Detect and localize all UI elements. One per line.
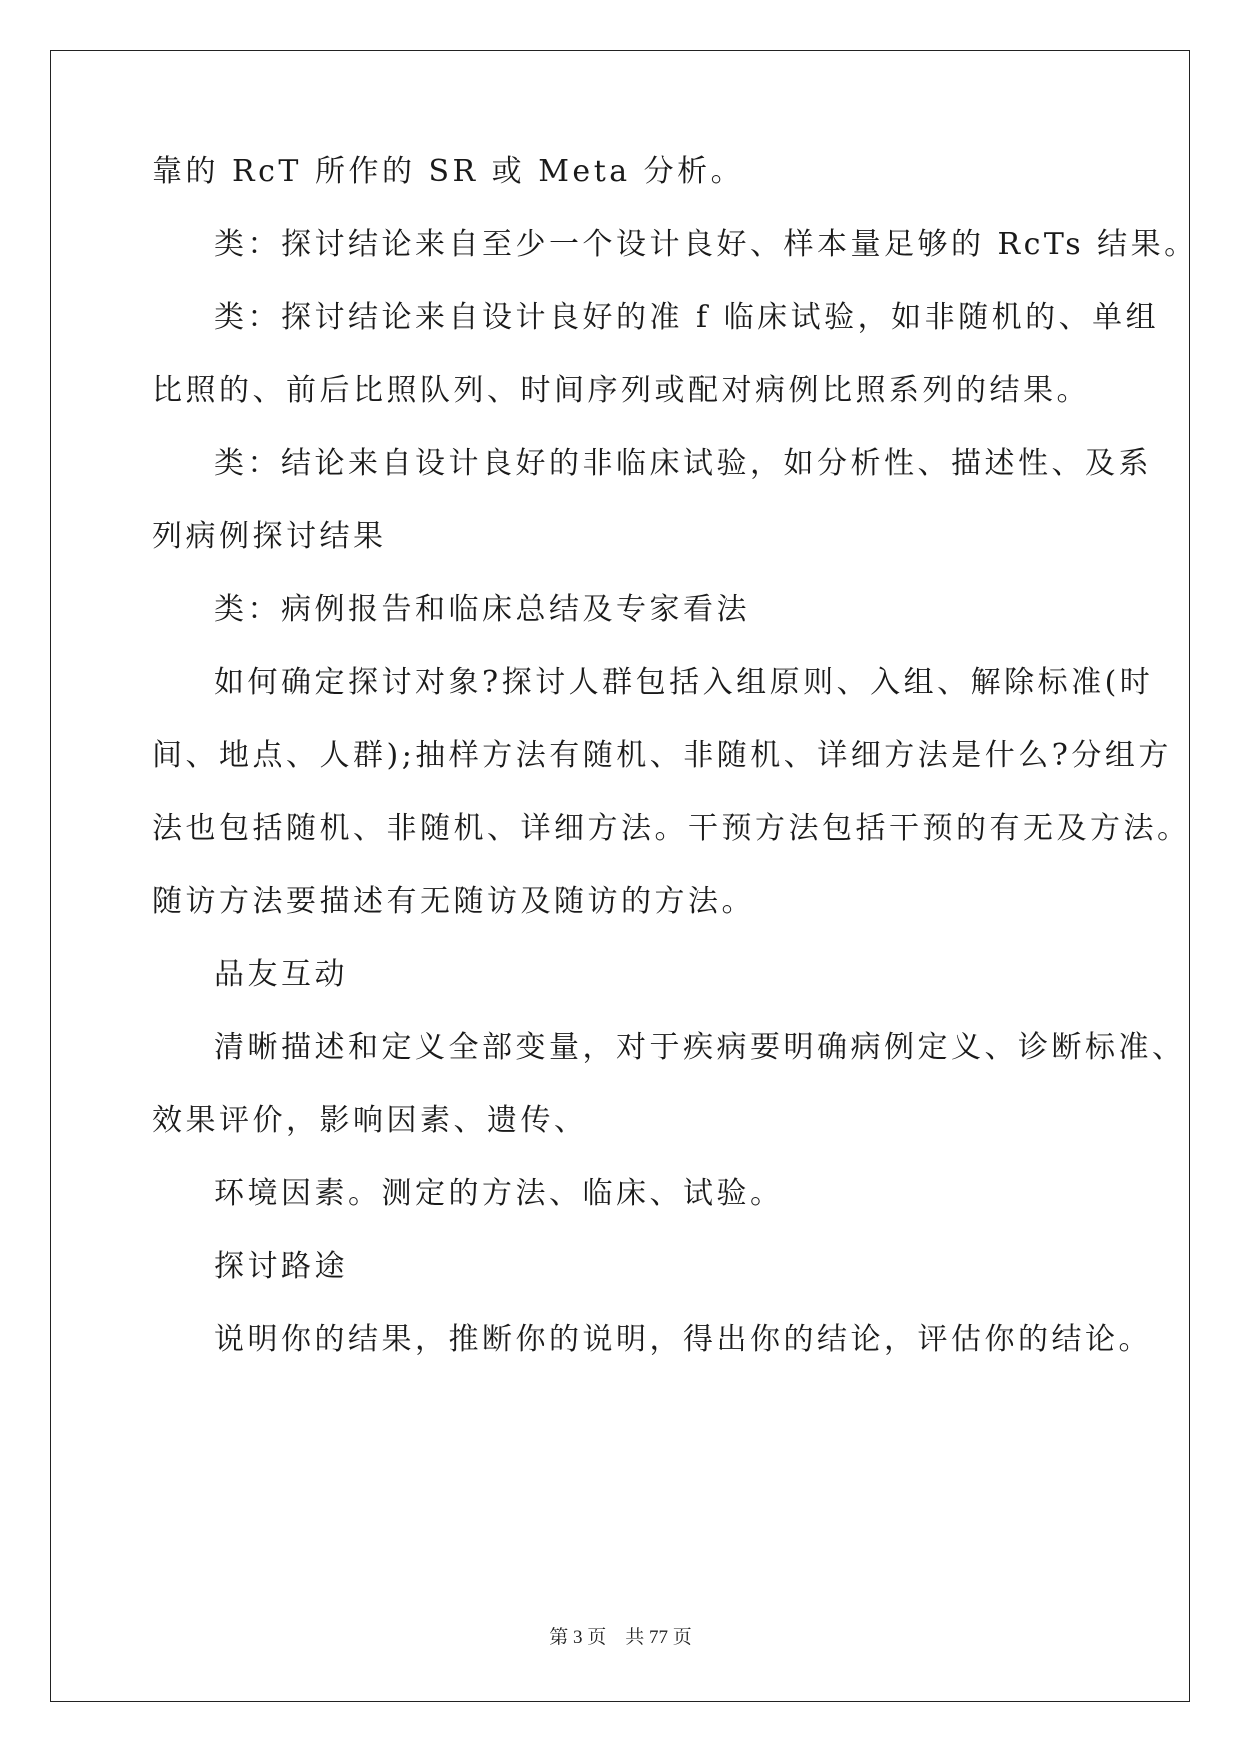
paragraph-line: 靠的 RcT 所作的 SR 或 Meta 分析。 — [152, 154, 745, 189]
paragraph-line: 间、地点、人群);抽样方法有随机、非随机、详细方法是什么?分组方 — [152, 738, 1172, 773]
paragraph-line: 环境因素。测定的方法、临床、试验。 — [214, 1176, 784, 1211]
paragraph-line: 类：病例报告和临床总结及专家看法 — [214, 592, 750, 627]
paragraph-line: 清晰描述和定义全部变量，对于疾病要明确病例定义、诊断标准、 — [214, 1030, 1186, 1065]
paragraph-line: 法也包括随机、非随机、详细方法。干预方法包括干预的有无及方法。 — [152, 811, 1191, 846]
paragraph-line: 随访方法要描述有无随访及随访的方法。 — [152, 884, 755, 919]
page-number-footer: 第 3 页 共 77 页 — [549, 1627, 692, 1648]
section-heading: 探讨路途 — [214, 1249, 348, 1284]
paragraph-line: 如何确定探讨对象?探讨人群包括入组原则、入组、解除标准(时 — [214, 665, 1154, 700]
paragraph-line: 类：探讨结论来自至少一个设计良好、样本量足够的 RcTs 结果。 — [214, 227, 1198, 262]
paragraph-line: 类：结论来自设计良好的非临床试验，如分析性、描述性、及系 — [214, 446, 1152, 481]
paragraph-line: 列病例探讨结果 — [152, 519, 387, 554]
paragraph-line: 效果评价，影响因素、遗传、 — [152, 1103, 588, 1138]
section-heading: 品友互动 — [214, 957, 348, 992]
paragraph-line: 类：探讨结论来自设计良好的准 f 临床试验，如非随机的、单组 — [214, 300, 1160, 335]
paragraph-line: 比照的、前后比照队列、时间序列或配对病例比照系列的结果。 — [152, 373, 1090, 408]
paragraph-line: 说明你的结果，推断你的说明，得出你的结论，评估你的结论。 — [214, 1322, 1152, 1357]
